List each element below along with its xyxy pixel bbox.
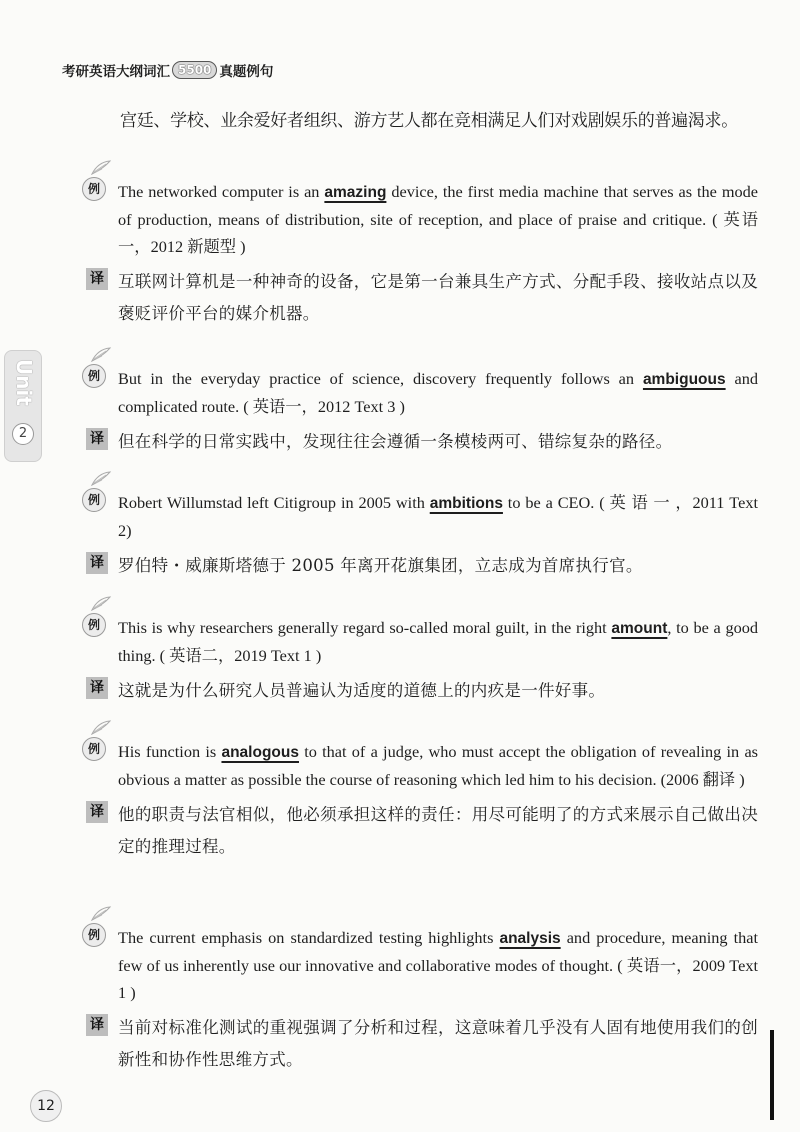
- translation-badge: 译: [86, 1014, 108, 1036]
- translation-badge: 译: [86, 428, 108, 450]
- page-number: 12: [30, 1090, 62, 1122]
- translation-badge: 译: [86, 801, 108, 823]
- unit-side-tab: [4, 350, 42, 462]
- feather-icon: [90, 596, 112, 612]
- feather-icon: [90, 160, 112, 176]
- translation-badge: 译: [86, 268, 108, 290]
- example-badge: 例: [82, 734, 112, 760]
- example-entry: [82, 365, 758, 458]
- example-sentence: His function is analogous to that of a judge, who must accept the obligation of revealing in as obvious a matter as possible the course of reasoning which led him to his decision. (2006 翻译 ): [118, 742, 759, 789]
- example-entry: [82, 614, 758, 707]
- example-sentence: The current emphasis on standardized testing highlights analysis and procedure, meaning that few of us inherently use our innovative and collaborative modes of thought. ( 英语一，2009 Text 1 ): [118, 928, 758, 1002]
- example-badge: 例: [82, 174, 112, 200]
- translation-text: 这就是为什么研究人员普遍认为适度的道德上的内疚是一件好事。: [118, 681, 606, 700]
- feather-icon: [90, 720, 112, 736]
- running-header: [62, 60, 273, 80]
- example-badge: 例: [82, 610, 112, 636]
- feather-icon: [90, 906, 112, 922]
- intro-translation-line: 宫廷、学校、业余爱好者组织、游方艺人都在竞相满足人们对戏剧娱乐的普遍渴求。: [120, 111, 738, 131]
- translation-text: 但在科学的日常实践中，发现往往会遵循一条模棱两可、错综复杂的路径。: [118, 432, 673, 451]
- unit-number: 2: [12, 423, 34, 445]
- example-sentence: The networked computer is an amazing device, the first media machine that serves as the mode of production, means of distribution, site of reception, and place of praise and critique. ( 英语一，2012 新题型 ): [118, 182, 759, 256]
- translation-badge: 译: [86, 552, 108, 574]
- keyword: analysis: [499, 930, 561, 947]
- example-badge: 例: [82, 485, 112, 511]
- keyword: ambitions: [429, 495, 503, 512]
- example-entry: [82, 178, 758, 330]
- keyword: amount: [611, 620, 668, 637]
- translation-text: 互联网计算机是一种神奇的设备，它是第一台兼具生产方式、分配手段、接收站点以及褒贬评价平台的媒介机器。: [118, 272, 758, 323]
- page-edge-line: [770, 1030, 774, 1120]
- translation-text: 罗伯特・威廉斯塔德于 2005 年离开花旗集团，立志成为首席执行官。: [118, 556, 643, 575]
- keyword: amazing: [324, 184, 387, 201]
- example-badge: 例: [82, 361, 112, 387]
- feather-icon: [90, 471, 112, 487]
- keyword: analogous: [221, 744, 299, 761]
- translation-text: 他的职责与法官相似，他必须承担这样的责任：用尽可能明了的方式来展示自己做出决定的推理过程。: [118, 805, 758, 856]
- example-badge: 例: [82, 920, 112, 946]
- feather-icon: [90, 347, 112, 363]
- example-sentence: This is why researchers generally regard so-called moral guilt, in the right amount, to be a good thing. ( 英语二，2019 Text 1 ): [118, 618, 759, 665]
- header-title: 考研英语大纲词汇: [62, 64, 170, 80]
- example-sentence: Robert Willumstad left Citigroup in 2005 with ambitions to be a CEO. ( 英 语 一 ，2011 Text 2): [118, 493, 758, 540]
- translation-text: 当前对标准化测试的重视强调了分析和过程，这意味着几乎没有人固有地使用我们的创新性和协作性思维方式。: [118, 1018, 758, 1069]
- example-entry: [82, 924, 758, 1076]
- header-subtitle: 真题例句: [219, 64, 274, 80]
- word-count-badge: 5500: [172, 61, 217, 79]
- example-entry: [82, 489, 758, 582]
- example-entry: [82, 738, 758, 863]
- translation-badge: 译: [86, 677, 108, 699]
- example-sentence: But in the everyday practice of science, discovery frequently follows an ambiguous and complicated route. ( 英语一，2012 Text 3 ): [118, 369, 759, 416]
- keyword: ambiguous: [642, 371, 726, 388]
- unit-label: Unit: [12, 359, 36, 406]
